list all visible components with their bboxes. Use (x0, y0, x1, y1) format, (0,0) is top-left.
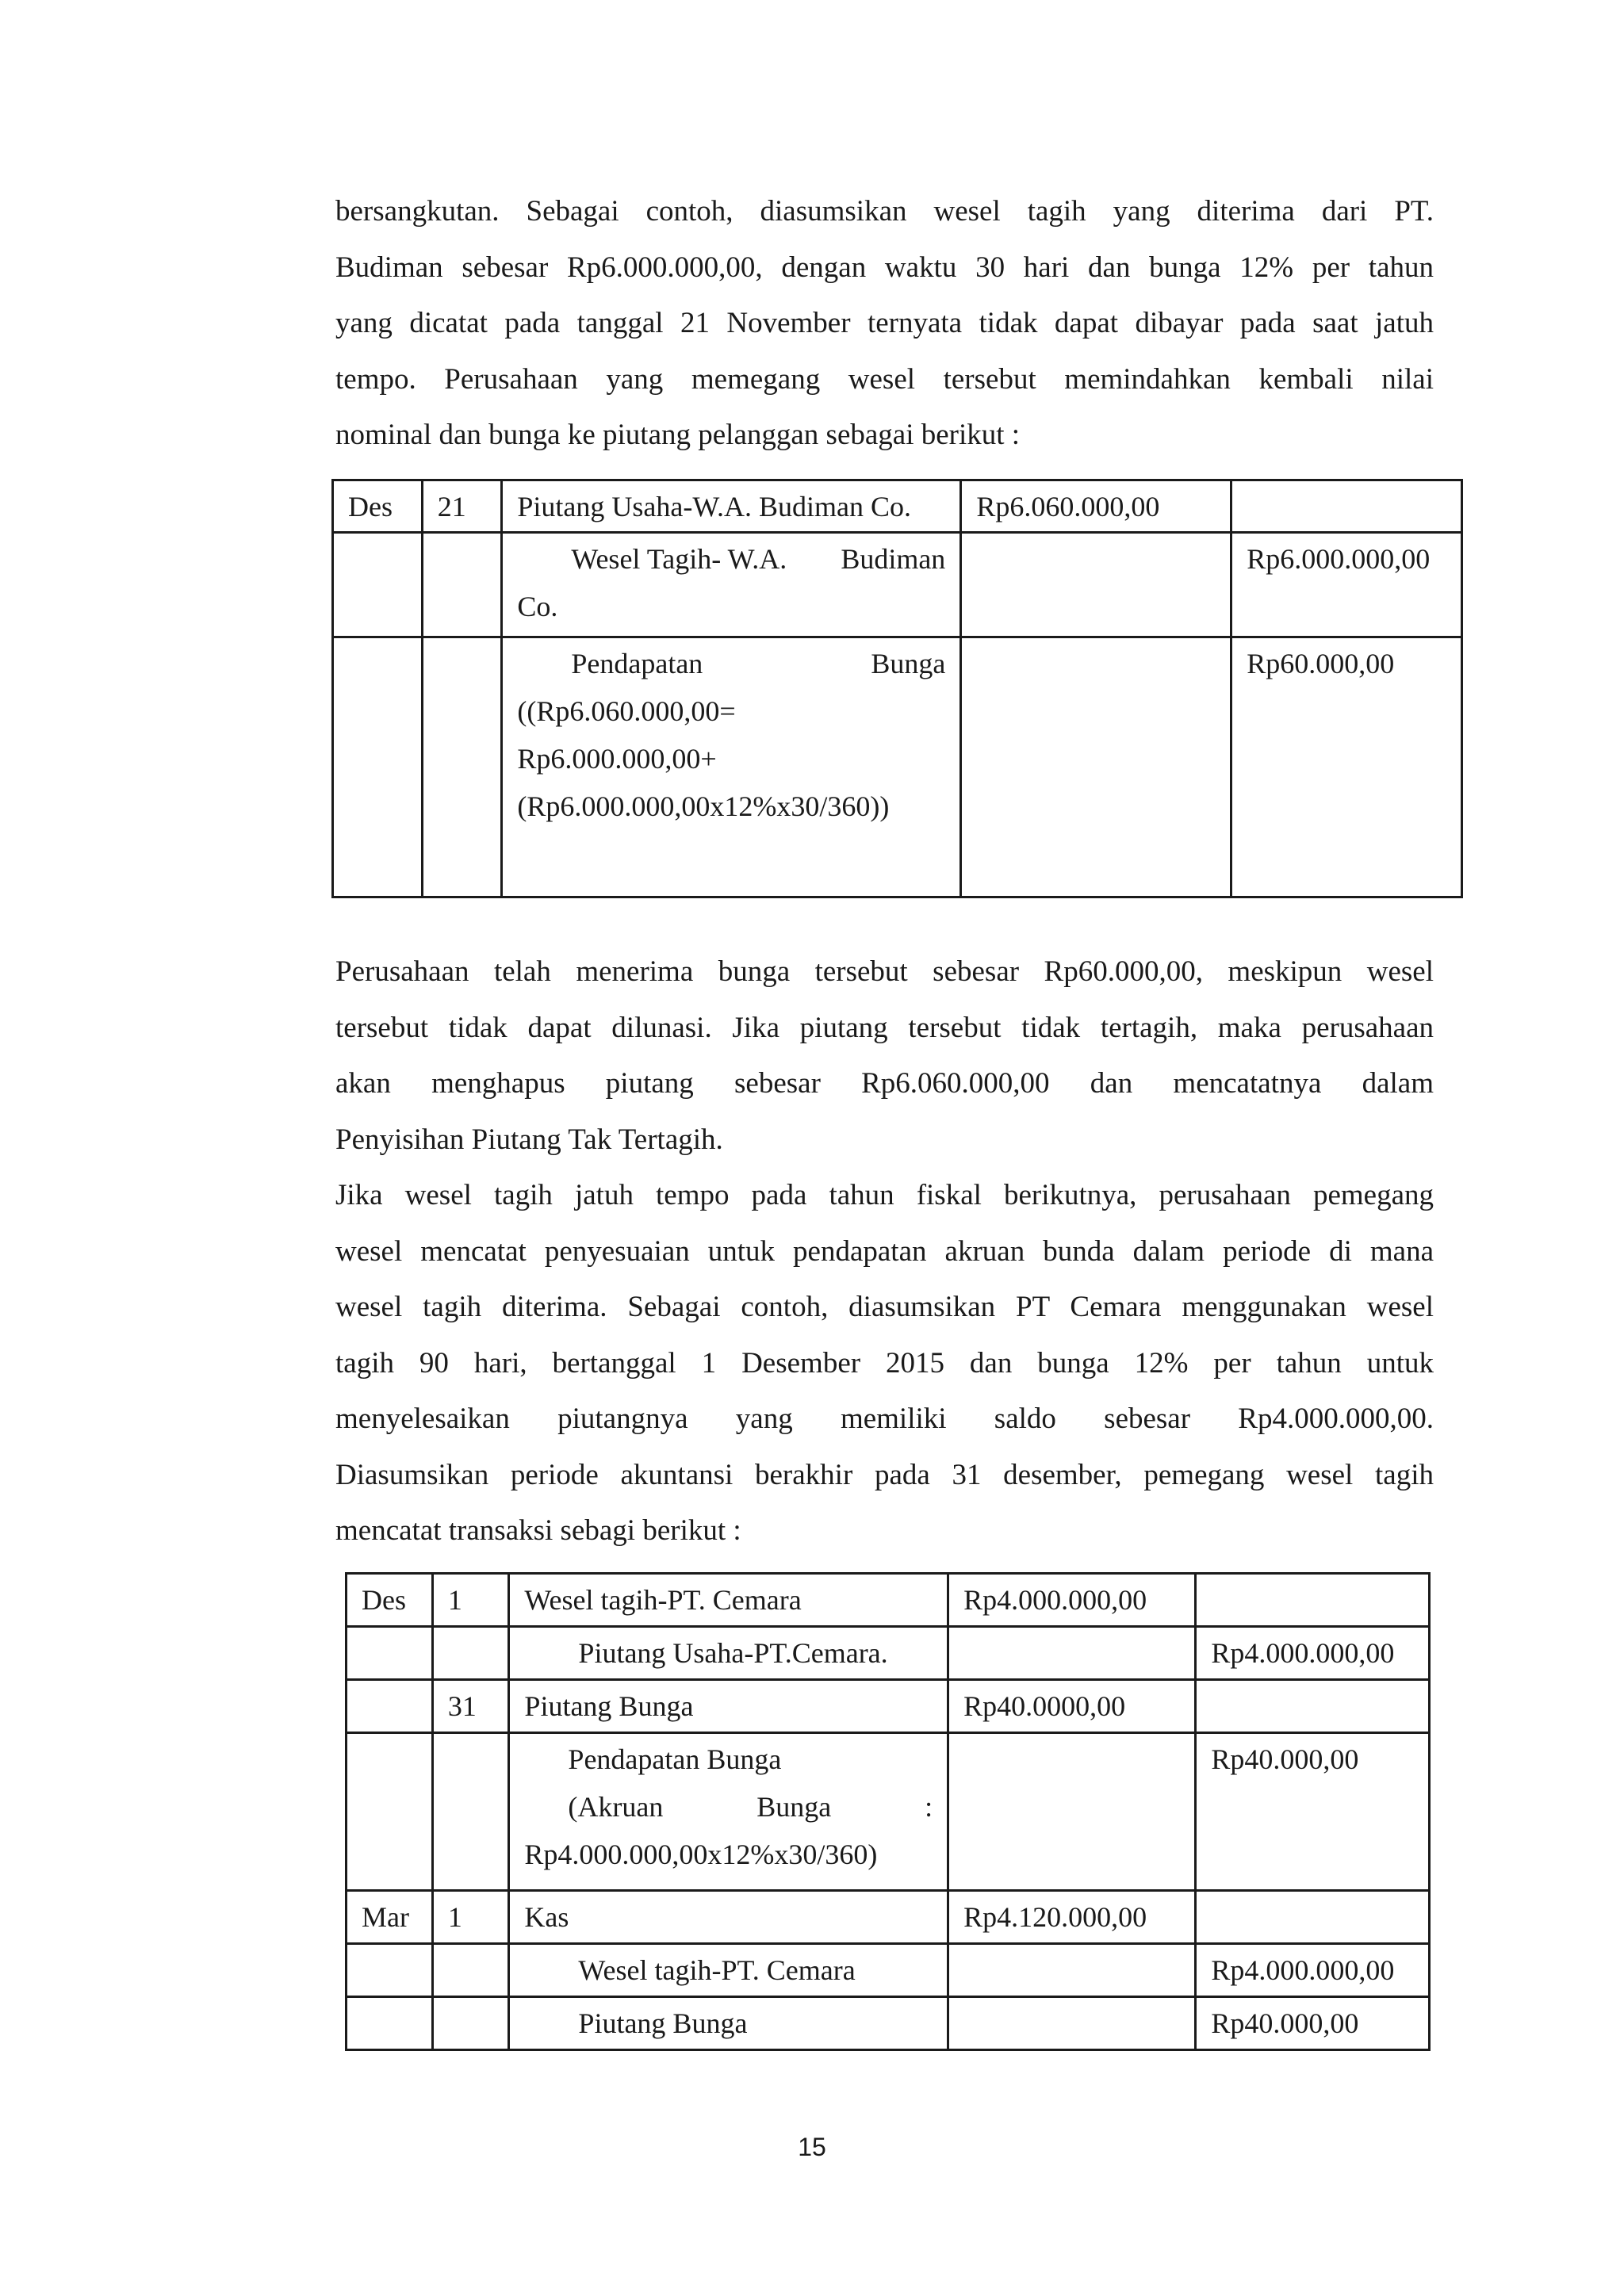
day-cell (432, 1997, 509, 2050)
table-row (347, 1997, 1430, 2050)
paragraph-2 (335, 944, 1434, 1168)
paragraph-line: mencatat transaksi sebagi berikut : (335, 1514, 741, 1547)
day-cell (432, 1627, 509, 1680)
paragraph-line: tempo. Perusahaan yang memegang wesel tersebut memindahkan kembali nilai (335, 362, 1434, 396)
credit-cell: Rp4.000.000,00 (1196, 1944, 1430, 1997)
account-cell: Piutang Bunga (509, 1680, 948, 1733)
journal-table-1 (331, 479, 1463, 898)
month-cell (347, 1733, 433, 1891)
debit-cell (948, 1997, 1196, 2050)
account-text: : (925, 1791, 933, 1823)
account-cell: Piutang Usaha-W.A. Budiman Co. (502, 480, 961, 533)
paragraph-3 (335, 1168, 1434, 1559)
account-cell: Piutang Usaha-PT.Cemara. (509, 1627, 948, 1680)
table-row (347, 1680, 1430, 1733)
account-text: Pendapatan Bunga (568, 1743, 782, 1775)
debit-cell (948, 1627, 1196, 1680)
credit-cell: Rp60.000,00 (1231, 637, 1462, 897)
paragraph-line: Diasumsikan periode akuntansi berakhir pada 31 desember, pemegang wesel tagih (335, 1458, 1434, 1491)
account-text: Bunga (756, 1791, 832, 1823)
day-cell (432, 1733, 509, 1891)
debit-cell: Rp6.060.000,00 (961, 480, 1231, 533)
day-cell (422, 533, 502, 637)
table-row (347, 1733, 1430, 1891)
debit-cell: Rp40.0000,00 (948, 1680, 1196, 1733)
credit-cell (1231, 480, 1462, 533)
paragraph-line: nominal dan bunga ke piutang pelanggan sebagai berikut : (335, 419, 1021, 451)
month-cell (347, 1627, 433, 1680)
table-row (333, 480, 1462, 533)
paragraph-line: Penyisihan Piutang Tak Tertagih. (335, 1123, 723, 1156)
credit-cell: Rp6.000.000,00 (1231, 533, 1462, 637)
table-row (333, 533, 1462, 637)
account-cell: Wesel tagih-PT. Cemara (509, 1944, 948, 1997)
credit-cell: Rp4.000.000,00 (1196, 1627, 1430, 1680)
day-cell: 31 (432, 1680, 509, 1733)
paragraph-line: Jika wesel tagih jatuh tempo pada tahun fiskal berikutnya, perusahaan pemegang (335, 1179, 1434, 1211)
paragraph-line: yang dicatat pada tanggal 21 November ternyata tidak dapat dibayar pada saat jatuh (335, 307, 1434, 339)
table-row (347, 1574, 1430, 1627)
paragraph-line: menyelesaikan piutangnya yang memiliki saldo sebesar Rp4.000.000,00. (335, 1402, 1434, 1435)
debit-cell (961, 637, 1231, 897)
paragraph-line: wesel tagih diterima. Sebagai contoh, diasumsikan PT Cemara menggunakan wesel (335, 1291, 1434, 1323)
table-row (347, 1891, 1430, 1944)
month-cell (347, 1997, 433, 2050)
month-cell (333, 637, 423, 897)
paragraph-line: Budiman sebesar Rp6.000.000,00, dengan waktu 30 hari dan bunga 12% per tahun (335, 251, 1434, 284)
table-row (333, 637, 1462, 897)
credit-cell (1196, 1891, 1430, 1944)
credit-cell (1196, 1574, 1430, 1627)
account-text: ((Rp6.060.000,00= (517, 695, 736, 727)
month-cell: Mar (347, 1891, 433, 1944)
debit-cell: Rp4.000.000,00 (948, 1574, 1196, 1627)
month-cell (333, 533, 423, 637)
page-number: 15 (798, 2133, 826, 2161)
month-cell (347, 1680, 433, 1733)
day-cell: 1 (432, 1891, 509, 1944)
table-row (347, 1627, 1430, 1680)
account-cell: Kas (509, 1891, 948, 1944)
account-text: (Rp6.000.000,00x12%x30/360)) (517, 790, 890, 822)
account-cell (502, 533, 961, 637)
account-text: Budiman (841, 543, 946, 575)
journal-table-2 (345, 1572, 1431, 2051)
table-row (347, 1944, 1430, 1997)
day-cell (422, 637, 502, 897)
debit-cell: Rp4.120.000,00 (948, 1891, 1196, 1944)
credit-cell (1196, 1680, 1430, 1733)
account-text: (Akruan (568, 1791, 664, 1823)
debit-cell (948, 1733, 1196, 1891)
account-text: Co. (517, 591, 558, 622)
credit-cell: Rp40.000,00 (1196, 1733, 1430, 1891)
credit-cell: Rp40.000,00 (1196, 1997, 1430, 2050)
paragraph-line: akan menghapus piutang sebesar Rp6.060.000,00 dan mencatatnya dalam (335, 1067, 1434, 1100)
paragraph-line: bersangkutan. Sebagai contoh, diasumsikan wesel tagih yang diterima dari PT. (335, 195, 1434, 228)
debit-cell (948, 1944, 1196, 1997)
account-text: Rp4.000.000,00x12%x30/360) (524, 1839, 878, 1870)
day-cell: 1 (432, 1574, 509, 1627)
month-cell: Des (347, 1574, 433, 1627)
month-cell (347, 1944, 433, 1997)
account-cell: Piutang Bunga (509, 1997, 948, 2050)
account-text: Pendapatan (571, 648, 703, 679)
account-cell (502, 637, 961, 897)
account-text: Bunga (871, 648, 946, 679)
paragraph-line: wesel mencatat penyesuaian untuk pendapatan akruan bunda dalam periode di mana (335, 1234, 1434, 1268)
day-cell: 21 (422, 480, 502, 533)
paragraph-1 (335, 184, 1434, 464)
account-text: Rp6.000.000,00+ (517, 743, 717, 775)
paragraph-line: tagih 90 hari, bertanggal 1 Desember 2015 dan bunga 12% per tahun untuk (335, 1346, 1434, 1380)
debit-cell (961, 533, 1231, 637)
account-cell (509, 1733, 948, 1891)
paragraph-line: tersebut tidak dapat dilunasi. Jika piutang tersebut tidak tertagih, maka perusahaan (335, 1011, 1434, 1044)
paragraph-line: Perusahaan telah menerima bunga tersebut sebesar Rp60.000,00, meskipun wesel (335, 955, 1434, 988)
month-cell: Des (333, 480, 423, 533)
account-text: Wesel Tagih- W.A. (571, 543, 787, 575)
account-cell: Wesel tagih-PT. Cemara (509, 1574, 948, 1627)
day-cell (432, 1944, 509, 1997)
